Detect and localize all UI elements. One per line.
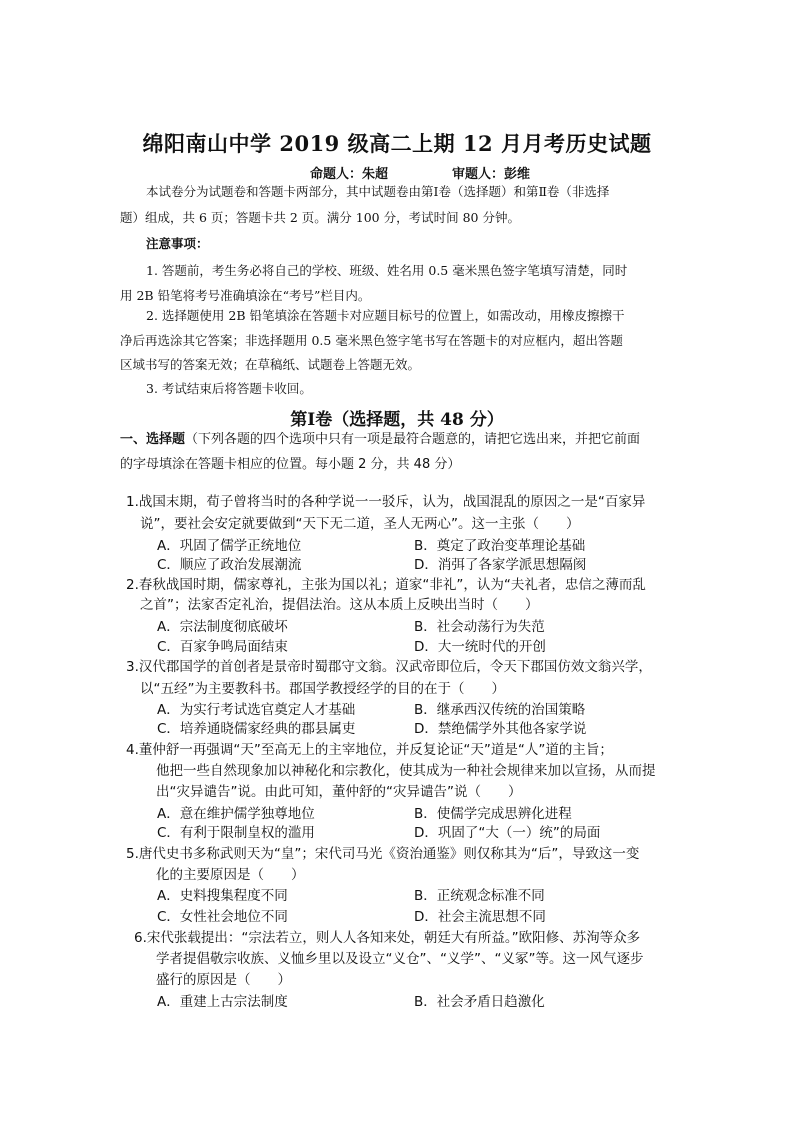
question-2-option-d: D．大一统时代的开创 xyxy=(414,639,546,655)
question-1-option-d: D．消弭了各家学派思想隔阂 xyxy=(414,557,587,573)
section-heading-bold: 一、选择题 xyxy=(120,432,186,447)
note-line: 3. 考试结束后将答题卡收回。 xyxy=(146,381,312,396)
question-5-option-b: B．正统观念标准不同 xyxy=(414,888,545,904)
question-5-option-a: A．史料搜集程度不同 xyxy=(157,888,288,904)
intro-line: 本试卷分为试题卷和答题卡两部分，其中试题卷由第Ⅰ卷（选择题）和第Ⅱ卷（非选择 xyxy=(146,184,610,199)
question-6-line: 6.宋代张载提出：“宗法若立，则人人各知来处，朝廷大有所益。”欧阳修、苏洵等众多 xyxy=(134,930,641,946)
section-heading-line2: 的字母填涂在答题卡相应的位置。每小题 2 分，共 48 分） xyxy=(120,457,461,472)
question-6-option-b: B．社会矛盾日趋激化 xyxy=(414,994,545,1010)
question-2-option-a: A．宗法制度彻底破坏 xyxy=(157,619,288,635)
notes-heading: 注意事项： xyxy=(146,236,209,251)
question-5-option-c: C．女性社会地位不同 xyxy=(157,909,288,925)
question-6-option-a: A．重建上古宗法制度 xyxy=(157,994,288,1010)
question-1-option-c: C．顺应了政治发展潮流 xyxy=(157,557,302,573)
question-2-line: 之首”；法家否定礼治，提倡法治。这从本质上反映出当时（ ） xyxy=(140,597,539,613)
question-5-line: 5.唐代史书多称武则天为“皇”；宋代司马光《资治通鉴》则仅称其为“后”，导致这一变 xyxy=(126,846,640,862)
question-2-line: 2.春秋战国时期，儒家尊礼，主张为国以礼；道家“非礼”，认为“夫礼者，忠信之薄而乱 xyxy=(126,577,646,593)
question-3-option-d: D．禁绝儒学外其他各家学说 xyxy=(414,721,587,737)
author-line xyxy=(310,163,594,182)
note-line: 2. 选择题使用 2B 铅笔填涂在答题卡对应题目标号的位置上，如需改动，用橡皮擦擦干 xyxy=(146,308,625,323)
question-3-line: 3.汉代郡国学的首创者是景帝时蜀郡守文翁。汉武帝即位后，令天下郡国仿效文翁兴学， xyxy=(126,659,652,675)
question-4-option-c: C．有利于限制皇权的滥用 xyxy=(157,825,315,841)
author: 命题人：朱超 xyxy=(310,167,389,182)
question-4-line: 出“灾异谴告”说。由此可知，董仲舒的“灾异谴告”说（ ） xyxy=(156,784,522,800)
question-4-option-a: A．意在维护儒学独尊地位 xyxy=(157,806,315,822)
question-6-line: 学者提倡敬宗收族、义恤乡里以及设立“义仓”、“义学”、“义冢”等。这一风气逐步 xyxy=(156,951,644,967)
intro-line: 题）组成，共 6 页；答题卡共 2 页。满分 100 分，考试时间 80 分钟。 xyxy=(120,210,520,225)
note-line: 净后再选涂其它答案；非选择题用 0.5 毫米黑色签字笔书写在答题卡的对应框内，超出答题 xyxy=(120,333,623,348)
question-1-line: 说”，要社会安定就要做到“天下无二道，圣人无两心”。这一主张（ ） xyxy=(140,516,580,532)
question-1-option-a: A．巩固了儒学正统地位 xyxy=(157,538,302,554)
exam-title: 绵阳南山中学 2019 级高二上期 12 月月考历史试题 xyxy=(142,131,652,156)
question-1-line: 1.战国末期，荀子曾将当时的各种学说一一驳斥，认为，战国混乱的原因之一是“百家异 xyxy=(126,494,646,510)
section-title: 第Ⅰ卷（选择题，共 48 分） xyxy=(290,410,504,430)
question-2-option-c: C．百家争鸣局面结束 xyxy=(157,639,288,655)
section-heading xyxy=(120,433,640,446)
question-6-line: 盛行的原因是（ ） xyxy=(156,972,291,988)
question-3-option-a: A．为实行考试选官奠定人才基础 xyxy=(157,702,356,718)
note-line: 用 2B 铅笔将考号准确填涂在“考号”栏目内。 xyxy=(120,288,371,303)
reviewer: 审题人：彭维 xyxy=(452,167,531,182)
note-line: 1. 答题前，考生务必将自己的学校、班级、姓名用 0.5 毫米黑色签字笔填写清楚，同时 xyxy=(146,263,628,278)
section-heading-rest: （下列各题的四个选项中只有一项是最符合题意的，请把它选出来，并把它前面 xyxy=(185,432,641,447)
question-3-line: 以“五经”为主要教科书。郡国学教授经学的目的在于（ ） xyxy=(140,681,505,697)
question-3-option-c: C．培养通晓儒家经典的郡县属吏 xyxy=(157,721,356,737)
note-line: 区域书写的答案无效；在草稿纸、试题卷上答题无效。 xyxy=(120,357,421,372)
question-1-option-b: B．奠定了政治变革理论基础 xyxy=(414,538,586,554)
question-4-line: 4.董仲舒一再强调“天”至高无上的主宰地位，并反复论证“天”道是“人”道的主旨； xyxy=(126,742,613,758)
question-2-option-b: B．社会动荡行为失范 xyxy=(414,619,545,635)
question-5-option-d: D．社会主流思想不同 xyxy=(414,909,546,925)
question-4-line: 他把一些自然现象加以神秘化和宗教化，使其成为一种社会规律来加以宣扬，从而提 xyxy=(156,763,656,779)
question-3-option-b: B．继承西汉传统的治国策略 xyxy=(414,702,586,718)
question-5-line: 化的主要原因是（ ） xyxy=(156,867,305,883)
question-4-option-d: D．巩固了“大（一）统”的局面 xyxy=(414,825,601,841)
question-4-option-b: B．使儒学完成思辨化进程 xyxy=(414,806,572,822)
